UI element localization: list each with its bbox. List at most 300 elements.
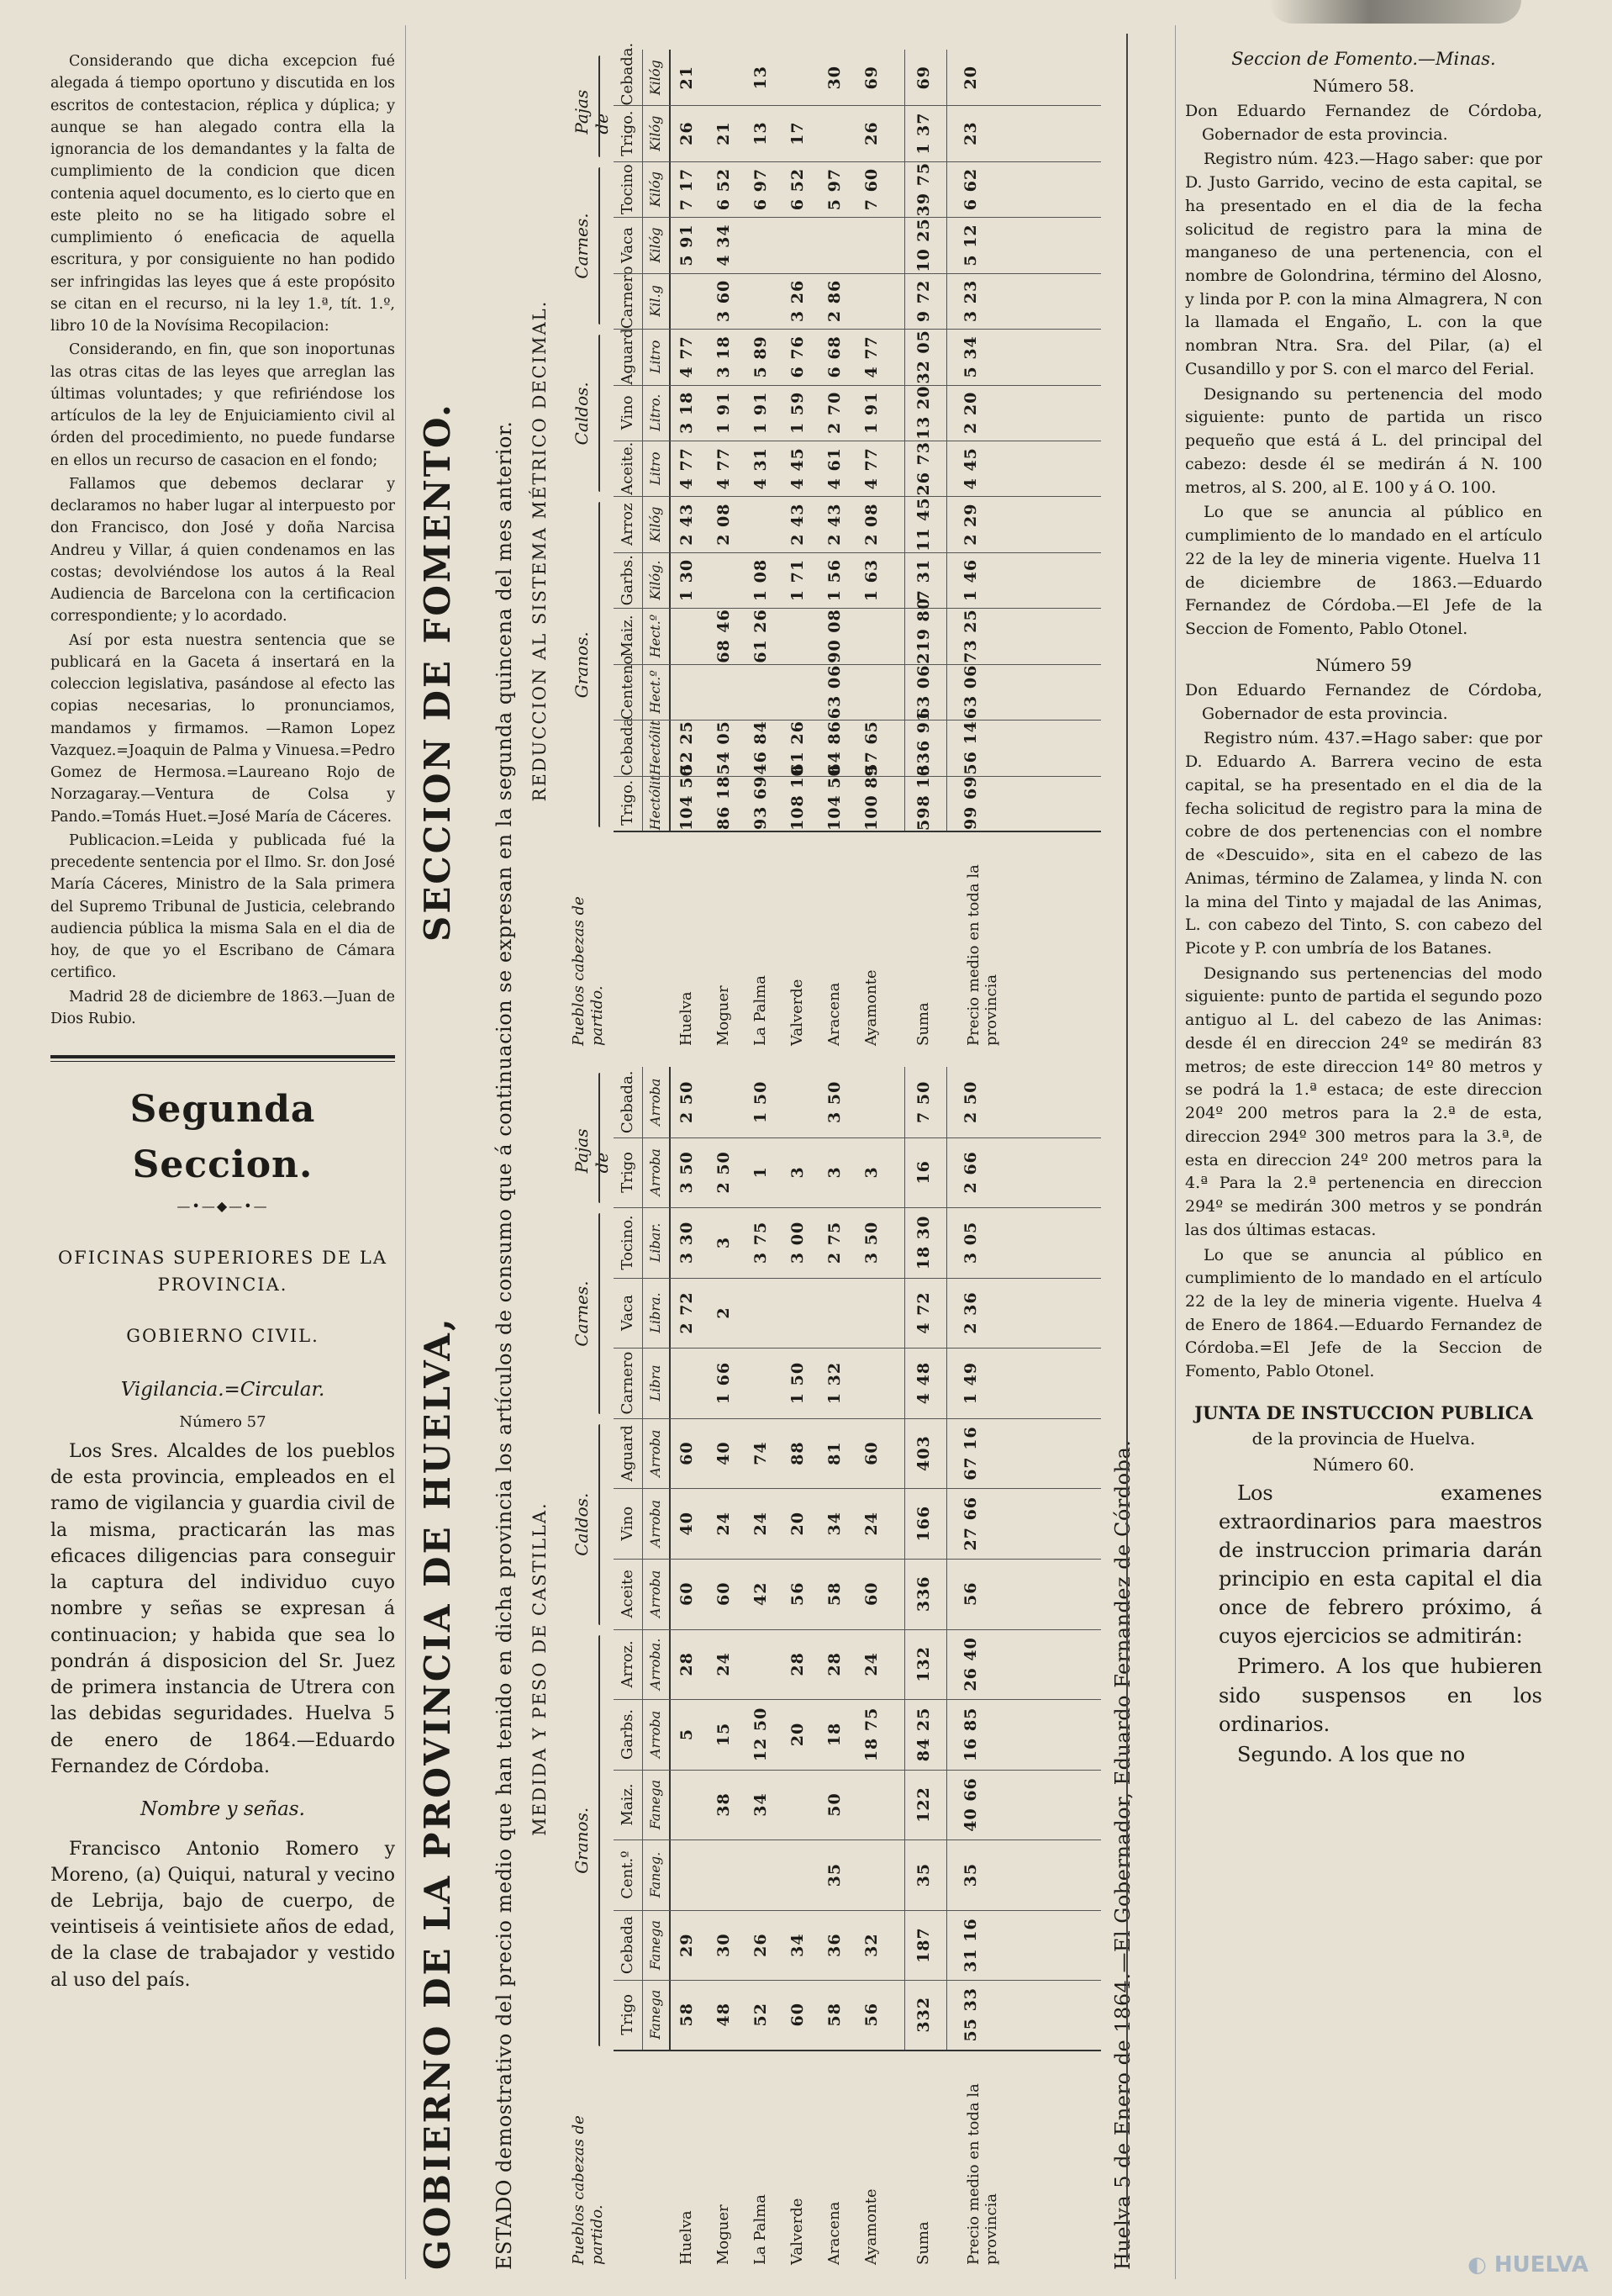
table-column bbox=[614, 655, 1101, 720]
table-column bbox=[614, 1418, 1101, 1490]
sum-separator bbox=[904, 775, 905, 831]
table-footer: Huelva 5 de Enero de 1864.—El Gobernador, Eduardo Fernandez de Córdoba. bbox=[1111, 1439, 1135, 2270]
table-cell: 57 65 bbox=[862, 720, 881, 775]
average-cell: 26 40 bbox=[961, 1637, 980, 1692]
average-separator bbox=[946, 273, 947, 329]
column-unit: Arroba bbox=[642, 1488, 671, 1559]
sum-separator bbox=[904, 608, 905, 663]
table-cell: 2 43 bbox=[788, 503, 807, 546]
table-cell: 20 bbox=[788, 1512, 807, 1536]
table-cell: 24 bbox=[714, 1512, 733, 1536]
sum-cell: 166 bbox=[914, 1505, 933, 1542]
group-label: Caldos. bbox=[572, 1492, 592, 1556]
average-cell: 6 62 bbox=[961, 167, 980, 211]
table-column bbox=[614, 764, 1101, 832]
table-cell: 2 08 bbox=[714, 503, 733, 546]
average-cell: 73 25 bbox=[961, 609, 980, 663]
table-cell: 18 bbox=[825, 1722, 844, 1747]
table-cell: 6 52 bbox=[714, 167, 733, 211]
table-cell: 26 bbox=[862, 121, 881, 145]
table-cell: 93 69 bbox=[751, 775, 770, 831]
table-cell: 3 18 bbox=[714, 335, 733, 378]
column-unit: Fanega bbox=[642, 1910, 671, 1981]
column-name: Trigo bbox=[614, 1979, 643, 2050]
column-name: Vino bbox=[614, 1488, 643, 1559]
column-name: Cebada. bbox=[614, 50, 643, 105]
table-label: MEDIDA Y PESO DE CASTILLA. bbox=[529, 1502, 550, 1836]
table-cell: 12 50 bbox=[751, 1707, 770, 1762]
table-cell: 2 72 bbox=[677, 1291, 696, 1334]
table-cell: 54 05 bbox=[714, 720, 733, 775]
paragraph: Publicacion.=Leida y publicada fué la precedente sentencia por el Ilmo. Sr. don José María Cáceres, Ministro de la Sala primera del Supremo Tribunal de Justicia, celebrando audiencia pública la misma Sala en el dia de hoy, de que yo el Escribano de Cámara certifico. bbox=[50, 831, 395, 982]
sum-cell: 403 bbox=[914, 1435, 933, 1471]
average-separator bbox=[946, 161, 947, 217]
average-label: Precio medio en toda la provincia bbox=[965, 864, 1000, 1046]
group-header-row bbox=[563, 50, 614, 832]
sum-separator bbox=[904, 664, 905, 720]
table-column bbox=[614, 1067, 1101, 1138]
sum-separator bbox=[904, 1418, 905, 1489]
sum-separator bbox=[904, 273, 905, 329]
vigilancia-heading: Vigilancia.=Circular. bbox=[120, 1378, 325, 1401]
sum-separator bbox=[904, 1770, 905, 1840]
sum-cell: 9 72 bbox=[914, 279, 933, 323]
table-column bbox=[614, 1699, 1101, 1771]
sum-separator bbox=[904, 1488, 905, 1559]
sum-separator bbox=[904, 441, 905, 496]
average-separator bbox=[946, 105, 947, 161]
table-cell: 30 bbox=[714, 1933, 733, 1957]
sum-cell: 32 05 bbox=[914, 330, 933, 384]
row-label: Valverde bbox=[788, 2198, 806, 2265]
paragraph: Segundo. A los que no bbox=[1237, 1742, 1466, 1766]
table-cell: 61 26 bbox=[788, 720, 807, 775]
average-cell: 27 66 bbox=[961, 1496, 980, 1551]
average-separator bbox=[946, 1629, 947, 1700]
table-cell: 28 bbox=[788, 1652, 807, 1676]
table-cell: 24 bbox=[862, 1652, 881, 1676]
column-unit: Litro. bbox=[642, 385, 671, 441]
column-unit: Hect.º bbox=[642, 664, 671, 720]
group-header-carnes bbox=[563, 162, 614, 330]
average-separator bbox=[946, 1418, 947, 1489]
table-cell: 81 bbox=[825, 1441, 844, 1465]
table-cell: 1 bbox=[751, 1166, 770, 1179]
number-57: Número 57 bbox=[179, 1413, 266, 1431]
sum-cell: 4 72 bbox=[914, 1291, 933, 1334]
average-separator bbox=[946, 441, 947, 496]
column-unit: Faneg. bbox=[642, 1839, 671, 1910]
average-cell: 16 85 bbox=[961, 1707, 980, 1762]
group-label: Carnes. bbox=[572, 213, 592, 279]
table-cell: 1 63 bbox=[862, 558, 881, 602]
average-separator bbox=[946, 1067, 947, 1137]
table-column bbox=[614, 105, 1101, 161]
table-cell: 3 30 bbox=[677, 1221, 696, 1264]
right-column bbox=[1185, 46, 1542, 1771]
average-cell: 2 50 bbox=[961, 1080, 980, 1123]
table-cell: 18 75 bbox=[862, 1707, 881, 1762]
row-label: Aracena bbox=[825, 2201, 843, 2265]
column-name: Vaca bbox=[614, 1278, 643, 1349]
table-cell: 7 60 bbox=[862, 167, 881, 211]
column-name: Centeno bbox=[614, 664, 643, 720]
table-cell: 21 bbox=[677, 66, 696, 90]
paragraph: Lo que se anuncia al público en cumplimiento de lo mandado en el artículo 22 de la ley de mineria vigente. Huelva 11 de diciembre de 1863.—Eduardo Fernandez de Córdoba.—El Jefe de la Seccion de Fomento, Pablo Otonel. bbox=[1185, 503, 1542, 638]
group-label: Carnes. bbox=[572, 1280, 592, 1347]
table-cell: 1 91 bbox=[714, 391, 733, 434]
column-unit: Hectólit bbox=[642, 775, 671, 831]
column-name: Cebada. bbox=[614, 1067, 643, 1137]
column-name: Cebada bbox=[614, 720, 643, 775]
table-cell: 6 76 bbox=[788, 335, 807, 378]
table-cell: 4 61 bbox=[825, 447, 844, 490]
sum-separator bbox=[904, 1559, 905, 1629]
column-name: Vaca bbox=[614, 217, 643, 272]
column-unit: Kilóg bbox=[642, 50, 671, 105]
column-name: Tocino. bbox=[614, 1207, 643, 1278]
sum-separator bbox=[904, 1910, 905, 1981]
average-cell: 5 34 bbox=[961, 335, 980, 378]
table-castilla bbox=[529, 1068, 1101, 2270]
column-name: Vino bbox=[614, 385, 643, 441]
table-cell: 20 bbox=[788, 1722, 807, 1747]
average-separator bbox=[946, 1979, 947, 2050]
column-name: Trigo bbox=[614, 1137, 643, 1208]
sum-separator bbox=[904, 1629, 905, 1700]
column-unit: Hectólit bbox=[642, 720, 671, 775]
table-cell: 3 50 bbox=[862, 1221, 881, 1264]
column-name: Cent.º bbox=[614, 1839, 643, 1910]
table-column bbox=[614, 1348, 1101, 1419]
table-cell: 3 bbox=[714, 1236, 733, 1249]
row-label: Aracena bbox=[825, 982, 843, 1046]
average-cell: 4 45 bbox=[961, 447, 980, 490]
sum-separator bbox=[904, 496, 905, 552]
table-column bbox=[614, 1207, 1101, 1279]
average-cell: 2 36 bbox=[961, 1291, 980, 1334]
average-cell: 3 05 bbox=[961, 1221, 980, 1264]
column-unit: Kil.g bbox=[642, 273, 671, 329]
table-cell: 21 bbox=[714, 121, 733, 145]
average-cell: 2 20 bbox=[961, 391, 980, 434]
rotated-table-section bbox=[412, 42, 1177, 2270]
row-label: Ayamonte bbox=[862, 2188, 880, 2265]
column-unit: Libar. bbox=[642, 1207, 671, 1278]
table-cell: 13 bbox=[751, 121, 770, 145]
section-divider bbox=[50, 1055, 395, 1062]
table-cell: 1 32 bbox=[825, 1361, 844, 1405]
average-label: Precio medio en toda la provincia bbox=[965, 2083, 1000, 2265]
table-cell: 13 bbox=[751, 66, 770, 90]
table-cell: 86 18 bbox=[714, 775, 733, 831]
group-label: Pajas de bbox=[572, 1128, 612, 1174]
sum-separator bbox=[904, 552, 905, 608]
column-unit: Litro bbox=[642, 441, 671, 496]
row-label: Moguer bbox=[714, 2204, 732, 2265]
table-cell: 50 bbox=[825, 1792, 844, 1817]
number-60: Número 60. bbox=[1313, 1454, 1414, 1475]
average-separator bbox=[946, 385, 947, 441]
sum-cell: 10 25 bbox=[914, 218, 933, 272]
sum-cell: 1 37 bbox=[914, 112, 933, 155]
table-cell: 34 bbox=[751, 1792, 770, 1817]
table-cell: 2 bbox=[714, 1306, 733, 1319]
column-name: Garbs. bbox=[614, 1699, 643, 1770]
average-separator bbox=[946, 1278, 947, 1349]
sum-cell: 336 bbox=[914, 1576, 933, 1612]
nombre-heading: Nombre y señas. bbox=[140, 1798, 305, 1821]
table-cell: 1 91 bbox=[862, 391, 881, 434]
table-cell: 2 50 bbox=[714, 1151, 733, 1194]
column-unit: Arroba bbox=[642, 1559, 671, 1629]
sum-cell: 187 bbox=[914, 1927, 933, 1963]
table-cell: 6 68 bbox=[825, 335, 844, 378]
table-cell: 2 70 bbox=[825, 391, 844, 434]
group-label: Caldos. bbox=[572, 382, 592, 446]
table-cell: 35 bbox=[825, 1862, 844, 1887]
table-cell: 60 bbox=[788, 2003, 807, 2027]
table-cell: 3 bbox=[825, 1166, 844, 1179]
table-cell: 2 50 bbox=[677, 1080, 696, 1123]
average-separator bbox=[946, 496, 947, 552]
table-cell: 60 bbox=[677, 1581, 696, 1607]
average-cell: 23 bbox=[961, 121, 980, 145]
table-cell: 69 bbox=[862, 66, 881, 90]
column-name: Carnero bbox=[614, 1348, 643, 1418]
banner-fomento: SECCION DE FOMENTO. bbox=[417, 402, 458, 942]
table-column bbox=[614, 385, 1101, 441]
sum-separator bbox=[904, 1699, 905, 1770]
sum-cell: 122 bbox=[914, 1787, 933, 1823]
group-header-caldos bbox=[563, 1419, 614, 1630]
sum-cell: 219 80 bbox=[914, 598, 933, 664]
table-cell: 5 bbox=[677, 1728, 696, 1741]
group-label: Granos. bbox=[572, 1807, 592, 1874]
table-cell: 60 bbox=[677, 1441, 696, 1465]
table-cell: 52 25 bbox=[677, 720, 696, 775]
number-59: Número 59 bbox=[1315, 654, 1412, 675]
sum-separator bbox=[904, 1067, 905, 1137]
average-separator bbox=[946, 1770, 947, 1840]
table-cell: 48 bbox=[714, 2003, 733, 2027]
column-unit: Arroba bbox=[642, 1137, 671, 1208]
table-column bbox=[614, 217, 1101, 273]
row-header-label: Pueblos cabezas de partido. bbox=[570, 2115, 606, 2265]
column-name: Tocino bbox=[614, 161, 643, 217]
row-label: Huelva bbox=[677, 991, 695, 1046]
sum-separator bbox=[904, 1207, 905, 1278]
table-cell: 4 34 bbox=[714, 224, 733, 267]
sum-cell: 16 bbox=[914, 1160, 933, 1185]
column-unit: Fanega bbox=[642, 1979, 671, 2050]
sum-cell: 11 45 bbox=[914, 497, 933, 552]
sum-cell: 69 bbox=[914, 66, 933, 90]
sum-separator bbox=[904, 50, 905, 105]
average-separator bbox=[946, 50, 947, 105]
average-cell: 2 66 bbox=[961, 1151, 980, 1194]
table-label: REDUCCION AL SISTEMA MÉTRICO DECIMAL. bbox=[529, 299, 550, 802]
average-cell: 55 33 bbox=[961, 1987, 980, 2042]
table-cell: 24 bbox=[714, 1652, 733, 1676]
average-separator bbox=[946, 1839, 947, 1910]
column-unit: Fanega bbox=[642, 1770, 671, 1840]
average-separator bbox=[946, 1488, 947, 1559]
column-unit: Libra. bbox=[642, 1278, 671, 1349]
column-name: Trigo. bbox=[614, 775, 643, 831]
table-cell: 3 75 bbox=[751, 1221, 770, 1264]
table-cell: 56 bbox=[862, 2003, 881, 2027]
ornament-divider: —•—◆—•— bbox=[176, 1198, 269, 1214]
average-cell: 56 14 bbox=[961, 720, 980, 775]
group-header-granos bbox=[563, 1630, 614, 2051]
sum-separator bbox=[904, 1137, 905, 1208]
column-name: Trigo. bbox=[614, 105, 643, 161]
average-cell: 35 bbox=[961, 1862, 980, 1887]
table-cell: 30 bbox=[825, 66, 844, 90]
sum-separator bbox=[904, 161, 905, 217]
table-cell: 28 bbox=[677, 1652, 696, 1676]
table-cell: 1 08 bbox=[751, 558, 770, 602]
row-label: La Palma bbox=[751, 975, 769, 1046]
table-column bbox=[614, 552, 1101, 609]
paragraph: Francisco Antonio Romero y Moreno, (a) Quiqui, natural y vecino de Lebrija, bajo de cuerpo, de veintiseis á veintisiete años de edad, de la clase de trabajador y vestido al uso del país. bbox=[50, 1838, 395, 1991]
left-column bbox=[50, 50, 395, 1995]
column-unit: Kilóg bbox=[642, 105, 671, 161]
sum-separator bbox=[904, 329, 905, 384]
number-58: Número 58. bbox=[1313, 75, 1414, 96]
table-cell: 108 10 bbox=[788, 764, 807, 831]
paragraph: Designando su pertenencia del modo siguiente: punto de partida un risco pequeño que está á L. del principal del cabezo: desde él se medirán á N. 100 metros, al S. 200, al E. 100 y á O. 100. bbox=[1185, 384, 1542, 497]
row-label-column bbox=[563, 832, 1101, 1051]
row-label-column bbox=[563, 2051, 1101, 2270]
table-cell: 61 26 bbox=[751, 609, 770, 663]
group-header-caldos bbox=[563, 330, 614, 497]
table-cell: 3 00 bbox=[788, 1221, 807, 1264]
table-cell: 2 75 bbox=[825, 1221, 844, 1264]
column-unit: Litro bbox=[642, 329, 671, 384]
column-name: Garbs. bbox=[614, 552, 643, 608]
table-cell: 58 bbox=[677, 2003, 696, 2027]
row-header-label: Pueblos cabezas de partido. bbox=[570, 896, 606, 1046]
table-cell: 1 59 bbox=[788, 391, 807, 434]
group-header-pajas bbox=[563, 1068, 614, 1208]
table-cell: 74 bbox=[751, 1441, 770, 1465]
table-cell: 1 56 bbox=[825, 558, 844, 602]
sum-cell: 7 31 bbox=[914, 558, 933, 602]
table-cell: 56 bbox=[788, 1581, 807, 1607]
row-label: La Palma bbox=[751, 2194, 769, 2265]
section-title: Segunda Seccion. bbox=[129, 1088, 316, 1186]
group-label: Granos. bbox=[572, 631, 592, 699]
average-cell: 40 66 bbox=[961, 1777, 980, 1832]
table-cell: 104 50 bbox=[825, 764, 844, 831]
average-separator bbox=[946, 552, 947, 608]
table-cell: 1 50 bbox=[751, 1080, 770, 1123]
table-column bbox=[614, 1137, 1101, 1209]
table-cell: 4 77 bbox=[862, 447, 881, 490]
column-rule bbox=[405, 25, 406, 2279]
row-label: Valverde bbox=[788, 979, 806, 1046]
average-separator bbox=[946, 1699, 947, 1770]
ink-smudge bbox=[1269, 0, 1521, 24]
sum-label: Suma bbox=[914, 2221, 932, 2265]
table-cell: 1 91 bbox=[751, 391, 770, 434]
group-header-granos bbox=[563, 497, 614, 832]
table-cell: 15 bbox=[714, 1722, 733, 1747]
column-name: Aceite bbox=[614, 1559, 643, 1629]
table-cell: 58 bbox=[825, 1581, 844, 1607]
table-cell: 5 91 bbox=[677, 224, 696, 267]
group-label: Pajas de bbox=[572, 89, 612, 135]
banner-gobierno: GOBIERNO DE LA PROVINCIA DE HUELVA, bbox=[417, 1316, 458, 2270]
table-cell: 4 31 bbox=[751, 447, 770, 490]
sum-cell: 598 16 bbox=[914, 764, 933, 831]
table-decimal bbox=[529, 42, 1101, 1051]
column-unit: Arroba bbox=[642, 1699, 671, 1770]
group-header-row bbox=[563, 1068, 614, 2051]
group-header-pajas bbox=[563, 50, 614, 162]
table-cell: 4 77 bbox=[677, 447, 696, 490]
paragraph: Don Eduardo Fernandez de Córdoba, Gobernador de esta provincia. bbox=[1185, 101, 1542, 144]
paragraph: Los examenes extraordinarios para maestros de instruccion primaria darán principio en esta capital el dia once de febrero próximo, á cuyos ejercicios se admitirán: bbox=[1219, 1481, 1542, 1649]
table-cell: 2 08 bbox=[862, 503, 881, 546]
column-name: Maiz. bbox=[614, 608, 643, 663]
row-label: Ayamonte bbox=[862, 969, 880, 1046]
table-cell: 24 bbox=[862, 1512, 881, 1536]
table-column bbox=[614, 42, 1101, 106]
table-column bbox=[614, 598, 1101, 664]
paragraph: Registro núm. 423.—Hago saber: que por D. Justo Garrido, vecino de esta capital, se ha presentado en el dia de la fecha solicitud de registro para la mina de manganeso de una pertenencia, con el nombre de Golondrina, término del Alosno, y linda por P. con la mina Almagrera, N con la llamada el Engaño, L. con la que nombran Ntra. Sra. del Pilar, (a) el Cusandillo y por S. con el marco del Ferial. bbox=[1185, 150, 1542, 378]
paragraph: Don Eduardo Fernandez de Córdoba, Gobernador de esta provincia. bbox=[1185, 680, 1542, 723]
average-cell: 1 46 bbox=[961, 558, 980, 602]
column-name: Carnero bbox=[614, 273, 643, 329]
table-cell: 42 bbox=[751, 1581, 770, 1607]
sum-cell: 13 20 bbox=[914, 385, 933, 441]
table-cell: 68 46 bbox=[714, 609, 733, 663]
average-separator bbox=[946, 1348, 947, 1418]
table-column bbox=[614, 1839, 1101, 1911]
table-cell: 3 bbox=[788, 1166, 807, 1179]
table-column bbox=[614, 1770, 1101, 1841]
table-column bbox=[614, 441, 1101, 497]
sum-separator bbox=[904, 1278, 905, 1349]
table-cell: 1 50 bbox=[788, 1361, 807, 1405]
sum-separator bbox=[904, 217, 905, 272]
row-label: Huelva bbox=[677, 2210, 695, 2265]
average-separator bbox=[946, 1910, 947, 1981]
sum-cell: 84 25 bbox=[914, 1707, 933, 1762]
column-name: Arroz bbox=[614, 496, 643, 552]
table-cell: 2 86 bbox=[825, 279, 844, 323]
table-cell: 26 bbox=[677, 121, 696, 145]
column-name: Aceite. bbox=[614, 441, 643, 496]
average-separator bbox=[946, 1207, 947, 1278]
paragraph: Fallamos que debemos declarar y declaramos no haber lugar al interpuesto por don Francisco, don José y doña Narcisa Andreu y Villar, á quien condenamos en las costas; devolviéndose los autos á la Real Audiencia de Barcelona con la certificacion correspondiente; y lo acordado. bbox=[50, 475, 395, 625]
paragraph: Considerando que dicha excepcion fué alegada á tiempo oportuno y discutida en los escritos de contestacion, réplica y dúplica; y aunque se han alegado contra ella la ignorancia de los demandantes y la falta de cumplimiento de la condicion que dicen contenia aquel documento, es lo cierto que en este pleito no se ha litigado sobre el cumplimiento ó eneficacia de aquella escritura, y por consiguiente no han podido ser infringidas las leyes que á este propósito se citan en el recurso, ni la ley 1.ª, tít. 1.º, libro 10 de la Novísima Recopilacion: bbox=[50, 53, 395, 335]
table-cell: 1 71 bbox=[788, 558, 807, 602]
table-cell: 32 bbox=[862, 1933, 881, 1957]
average-separator bbox=[946, 1137, 947, 1208]
paragraph: Así por esta nuestra sentencia que se publicará en la Gaceta á insertará en la coleccion legislativa, pasándose al efecto las copias necesarias, lo pronunciamos, mandamos y firmamos. —Ramon Lopez Vazquez.=Joaquin de Palma y Vinuesa.=Pedro Gomez de Hermosa.=Laureano Rojo de Norzagaray.—Ventura de Colsa y Pando.=Tomás Huet.=José María de Cáceres. bbox=[50, 631, 395, 826]
junta-heading: JUNTA DE INSTUCCION PUBLICA bbox=[1194, 1401, 1533, 1423]
column-name: Aguard bbox=[614, 1418, 643, 1489]
column-unit: Kilóg bbox=[642, 161, 671, 217]
table-cell: 46 84 bbox=[751, 720, 770, 775]
table-column bbox=[614, 1559, 1101, 1630]
sum-cell: 63 06 bbox=[914, 664, 933, 720]
column-unit: Kilóg. bbox=[642, 552, 671, 608]
